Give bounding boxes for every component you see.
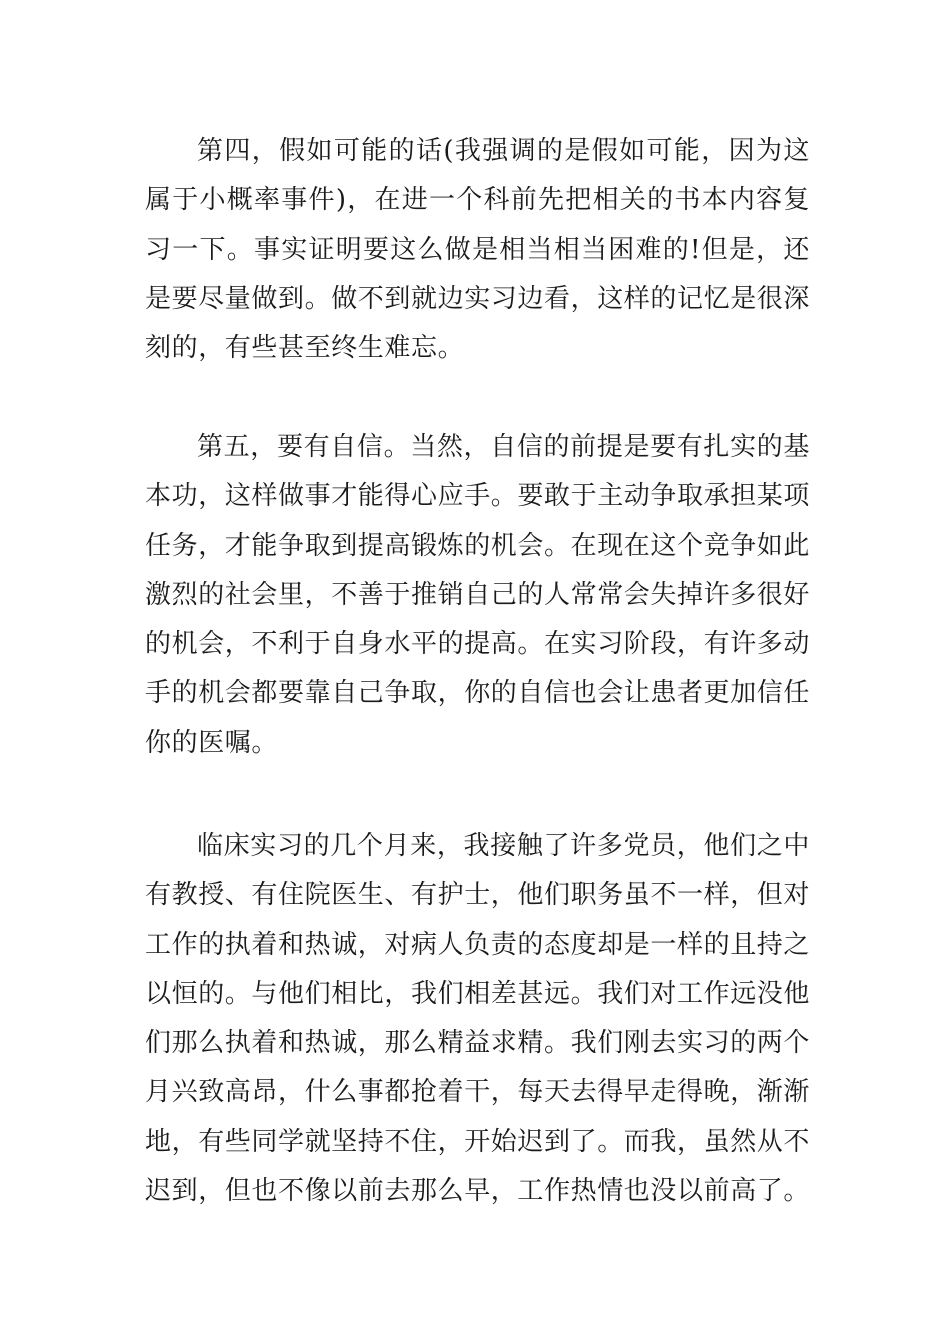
paragraph-clinical-internship: 临床实习的几个月来，我接触了许多党员，他们之中有教授、有住院医生、有护士，他们职务虽不一样，但对工作的执着和热诚，对病人负责的态度却是一样的且持之以恒的。与他们相比，我们相差甚远。我们对工作远没他们那么执着和热诚，那么精益求精。我们刚去实习的两个月兴致高昂，什么事都抢着干，每天去得早走得晚，渐渐地，有些同学就坚持不住，开始迟到了。而我，虽然从不迟到，但也不像以前去那么早，工作热情也没以前高了。 bbox=[145, 831, 811, 1207]
paragraph-fourth-point: 第四，假如可能的话(我强调的是假如可能，因为这属于小概率事件)，在进一个科前先把相关的书本内容复习一下。事实证明要这么做是相当相当困难的!但是，还是要尽量做到。做不到就边实习边看，这样的记忆是很深刻的，有些甚至终生难忘。 bbox=[145, 136, 811, 364]
paragraph-fifth-point: 第五，要有自信。当然，自信的前提是要有扎实的基本功，这样做事才能得心应手。要敢于主动争取承担某项任务，才能争取到提高锻炼的机会。在现在这个竞争如此激烈的社会里，不善于推销自己的人常常会失掉许多很好的机会，不利于自身水平的提高。在实习阶段，有许多动手的机会都要靠自己争取，你的自信也会让患者更加信任你的医嘱。 bbox=[145, 432, 811, 758]
